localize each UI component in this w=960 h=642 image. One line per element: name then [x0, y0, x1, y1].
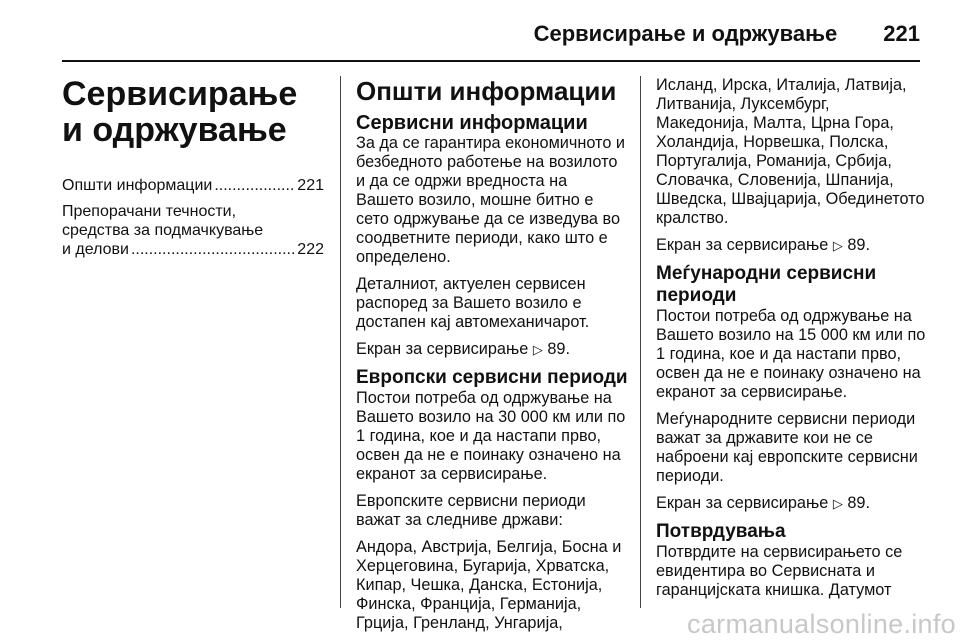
page-number: 221 [883, 21, 920, 46]
cross-reference[interactable]: Екран за сервисирање ▷ 89. [356, 340, 570, 358]
arrow-ref-icon: ▷ [832, 238, 843, 253]
paragraph: Андора, Австрија, Белгија, Босна и Херцеговина, Бугарија, Хрватска, Кипар, Чешка, Данска, Естонија, Финска, Франција, Германија, Грција, Гренланд, Унгарија, [356, 538, 622, 632]
header-rule [62, 60, 920, 62]
column-1 [62, 76, 324, 266]
paragraph: Деталниот, актуелен сервисен распоред за Вашето возило е достапен кај автомеханичарот. [356, 275, 590, 331]
section-title: Општи информации [356, 76, 617, 106]
column-3 [656, 76, 926, 608]
column-2 [356, 76, 628, 641]
toc-entry[interactable]: Општи информации ..... 221 [62, 176, 324, 195]
arrow-ref-icon: ▷ [832, 496, 843, 511]
watermark: carmanualsonline.info [687, 609, 956, 639]
toc-page: 221 [297, 177, 324, 194]
column-divider [640, 76, 641, 608]
paragraph: Исланд, Ирска, Италија, Латвија, Литванија, Луксембург, Македонија, Малта, Црна Гора, Холандија, Норвешка, Полска, Португалија, Романија, Србија, Словачка, Словенија, Шпанија, Шведска, Швајцарија, Обединетото кралство. [656, 76, 925, 227]
chapter-title: Сервисирање и одржување [62, 75, 298, 149]
toc-entry[interactable]: Препорачани течности, средства за подмачкување и делови ..... 222 [62, 202, 324, 259]
subsection-heading: Меѓународни сервисни периоди [656, 263, 877, 306]
paragraph: Меѓународните сервисни периоди важат за државите кои не се наброени кај европските сервисни периоди. [656, 410, 918, 485]
paragraph: Потврдите на сервисирањето се евидентира во Сервисната и гаранцијската книшка. Датумот [656, 543, 903, 599]
cross-reference[interactable]: Екран за сервисирање ▷ 89. [656, 236, 870, 254]
paragraph: Постои потреба од одржување на Вашето возило на 30 000 км или по 1 година, кое и да настапи прво, освен да не е поинаку означено на екранот за сервисирање. [356, 389, 626, 483]
paragraph: Постои потреба од одржување на Вашето возило на 15 000 км или по 1 година, кое и да настапи прво, освен да не е поинаку означено на екранот за сервисирање. [656, 307, 926, 401]
paragraph: За да се гарантира економичното и безбедното работење на возилото и да се одржи вредноста на Вашето возило, мошне битно е сето одржување да се изведува во соодветните периоди, како што е определено. [356, 134, 625, 266]
subsection-heading: Европски сервисни периоди [356, 367, 628, 388]
cross-reference[interactable]: Екран за сервисирање ▷ 89. [656, 494, 870, 512]
arrow-ref-icon: ▷ [532, 342, 543, 357]
subsection-heading: Потврдувања [656, 521, 786, 542]
header-title: Сервисирање и одржување [533, 21, 838, 46]
subsection-heading: Сервисни информации [356, 112, 588, 134]
toc-page: 222 [297, 241, 324, 258]
paragraph: Европските сервисни периоди важат за следниве држави: [356, 492, 586, 529]
page-header [534, 14, 920, 54]
column-divider [340, 76, 341, 608]
